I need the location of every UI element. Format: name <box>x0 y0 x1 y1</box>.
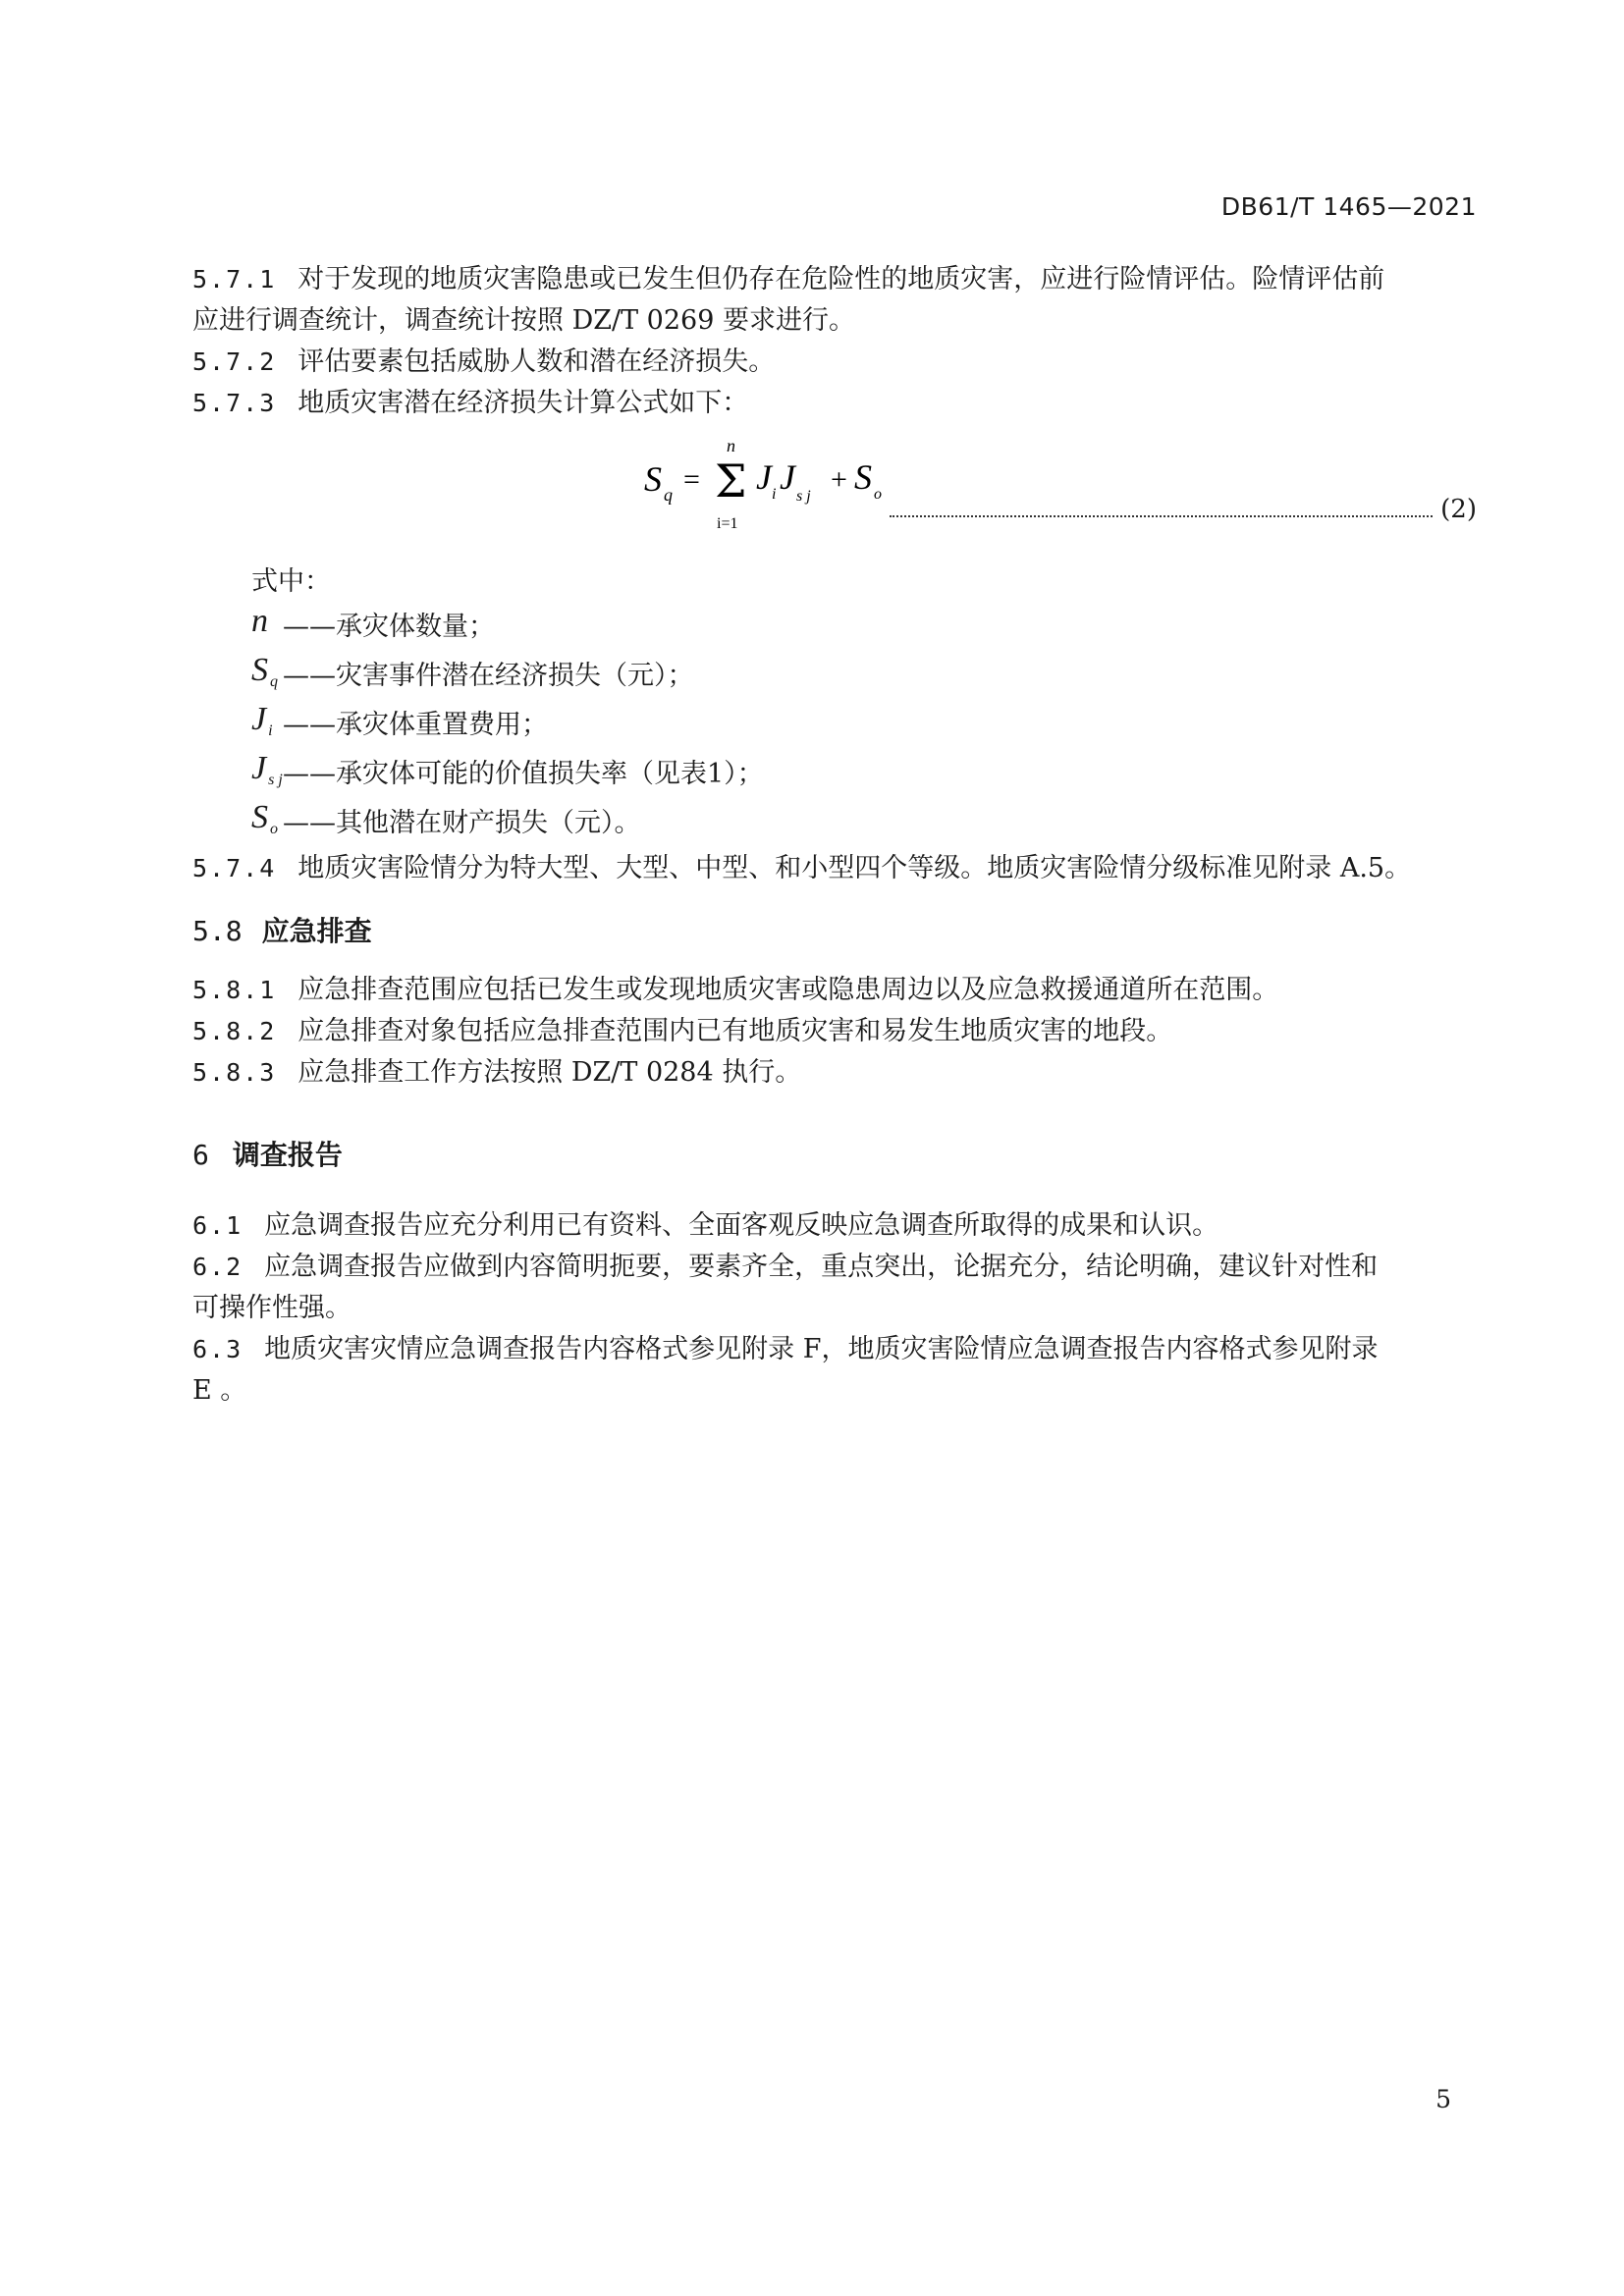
clause-number: 5.8.2 <box>192 1017 277 1045</box>
clause-text: 应急调查报告应充分利用已有资料、全面客观反映应急调查所取得的成果和认识。 <box>264 1210 1219 1241</box>
variable-symbol: S $_q$ <box>251 652 278 690</box>
section-heading-5-8 <box>192 911 1477 952</box>
clause-text: 应急调查报告应做到内容简明扼要，要素齐全，重点突出，论据充分，结论明确，建议针对性和 <box>264 1252 1379 1282</box>
chapter-number: 6 <box>192 1139 209 1171</box>
clause-6-2-continued: 可操作性强。 <box>192 1293 352 1323</box>
variable-definition <box>251 603 1477 652</box>
clause-text: 对于发现的地质灾害隐患或已发生但仍存在危险性的地质灾害，应进行险情评估。险情评估前 <box>298 264 1385 294</box>
standard-code-header: DB61/T 1465—2021 <box>1220 192 1477 221</box>
clause-number: 6.1 <box>192 1211 244 1240</box>
variable-symbol: S $_o$ <box>251 799 278 837</box>
formula-svg <box>644 430 919 538</box>
variable-description: ——承灾体可能的价值损失率（见表1）； <box>283 759 764 789</box>
clause-6-1 <box>192 1205 1477 1247</box>
formula-lhs-sub: q <box>664 485 673 505</box>
clause-number: 5.7.1 <box>192 265 277 294</box>
equation-number: (2) <box>1440 495 1477 524</box>
chapter-heading-6 <box>192 1135 1477 1176</box>
page-number: 5 <box>1435 2085 1451 2113</box>
loss-formula <box>644 430 919 538</box>
clause-text: 地质灾害灾情应急调查报告内容格式参见附录 F，地质灾害险情应急调查报告内容格式参见附录 <box>264 1334 1379 1364</box>
clause-5-7-1-continued: 应进行调查统计，调查统计按照 DZ/T 0269 要求进行。 <box>192 305 855 336</box>
document-body <box>192 259 1477 1412</box>
formula-sum-lower: i=1 <box>717 515 738 532</box>
clause-text: 应急排查范围应包括已发生或发现地质灾害或隐患周边以及应急救援通道所在范围。 <box>298 975 1279 1005</box>
formula-term1: J <box>756 457 772 497</box>
variable-description: ——承灾体数量； <box>283 612 495 642</box>
clause-number: 6.2 <box>192 1253 244 1281</box>
clause-6-3 <box>192 1329 1477 1370</box>
variable-description: ——灾害事件潜在经济损失（元）； <box>283 661 694 691</box>
variable-definition <box>251 799 1477 848</box>
formula-term3: S <box>854 457 872 497</box>
clause-6-3-continued: E 。 <box>192 1375 247 1406</box>
formula-sigma: Σ <box>715 454 747 507</box>
formula-equals: = <box>683 463 700 496</box>
where-label: 式中： <box>251 566 331 597</box>
formula-lhs: S <box>644 459 662 499</box>
clause-text: 评估要素包括威胁人数和潜在经济损失。 <box>298 347 776 377</box>
clause-5-8-3 <box>192 1052 1477 1094</box>
clause-5-7-4 <box>192 848 1477 889</box>
clause-number: 5.7.3 <box>192 389 277 417</box>
formula-term1-sub: i <box>772 486 777 503</box>
chapter-title: 调查报告 <box>232 1139 343 1171</box>
formula-plus: + <box>831 463 847 496</box>
clause-5-7-1 <box>192 259 1477 300</box>
variable-description: ——其他潜在财产损失（元）。 <box>283 808 641 838</box>
variable-description: ——承灾体重置费用； <box>283 710 548 740</box>
variable-symbol: J $_{s j}$ <box>251 750 283 788</box>
section-number: 5.8 <box>192 915 243 947</box>
clause-text: 应急排查工作方法按照 DZ/T 0284 执行。 <box>298 1057 802 1088</box>
clause-text: 地质灾害潜在经济损失计算公式如下： <box>298 388 749 418</box>
formula-block <box>192 430 1477 548</box>
variable-definition <box>251 652 1477 701</box>
variable-definition <box>251 750 1477 799</box>
clause-5-7-2 <box>192 342 1477 383</box>
equation-number-row <box>890 489 1477 530</box>
section-title: 应急排查 <box>261 915 372 947</box>
clause-number: 5.7.4 <box>192 854 277 882</box>
variable-definition <box>251 701 1477 750</box>
clause-text: 地质灾害险情分为特大型、大型、中型、和小型四个等级。地质灾害险情分级标准见附录 A.5。 <box>298 853 1412 883</box>
clause-5-7-3 <box>192 383 1477 424</box>
formula-sum-upper: n <box>727 436 735 455</box>
clause-5-8-2 <box>192 1011 1477 1052</box>
variable-symbol: n <box>251 603 268 639</box>
clause-number: 5.8.3 <box>192 1058 277 1087</box>
dotted-leader <box>890 494 1433 517</box>
clause-number: 5.8.1 <box>192 976 277 1004</box>
clause-6-2 <box>192 1247 1477 1288</box>
formula-term3-sub: o <box>874 486 882 503</box>
clause-number: 6.3 <box>192 1335 244 1363</box>
clause-text: 应急排查对象包括应急排查范围内已有地质灾害和易发生地质灾害的地段。 <box>298 1016 1173 1046</box>
formula-term2-sub: s j <box>796 488 811 505</box>
clause-5-8-1 <box>192 970 1477 1011</box>
formula-term2: J <box>780 457 795 497</box>
variable-symbol: J $_i$ <box>251 701 273 739</box>
clause-number: 5.7.2 <box>192 347 277 376</box>
